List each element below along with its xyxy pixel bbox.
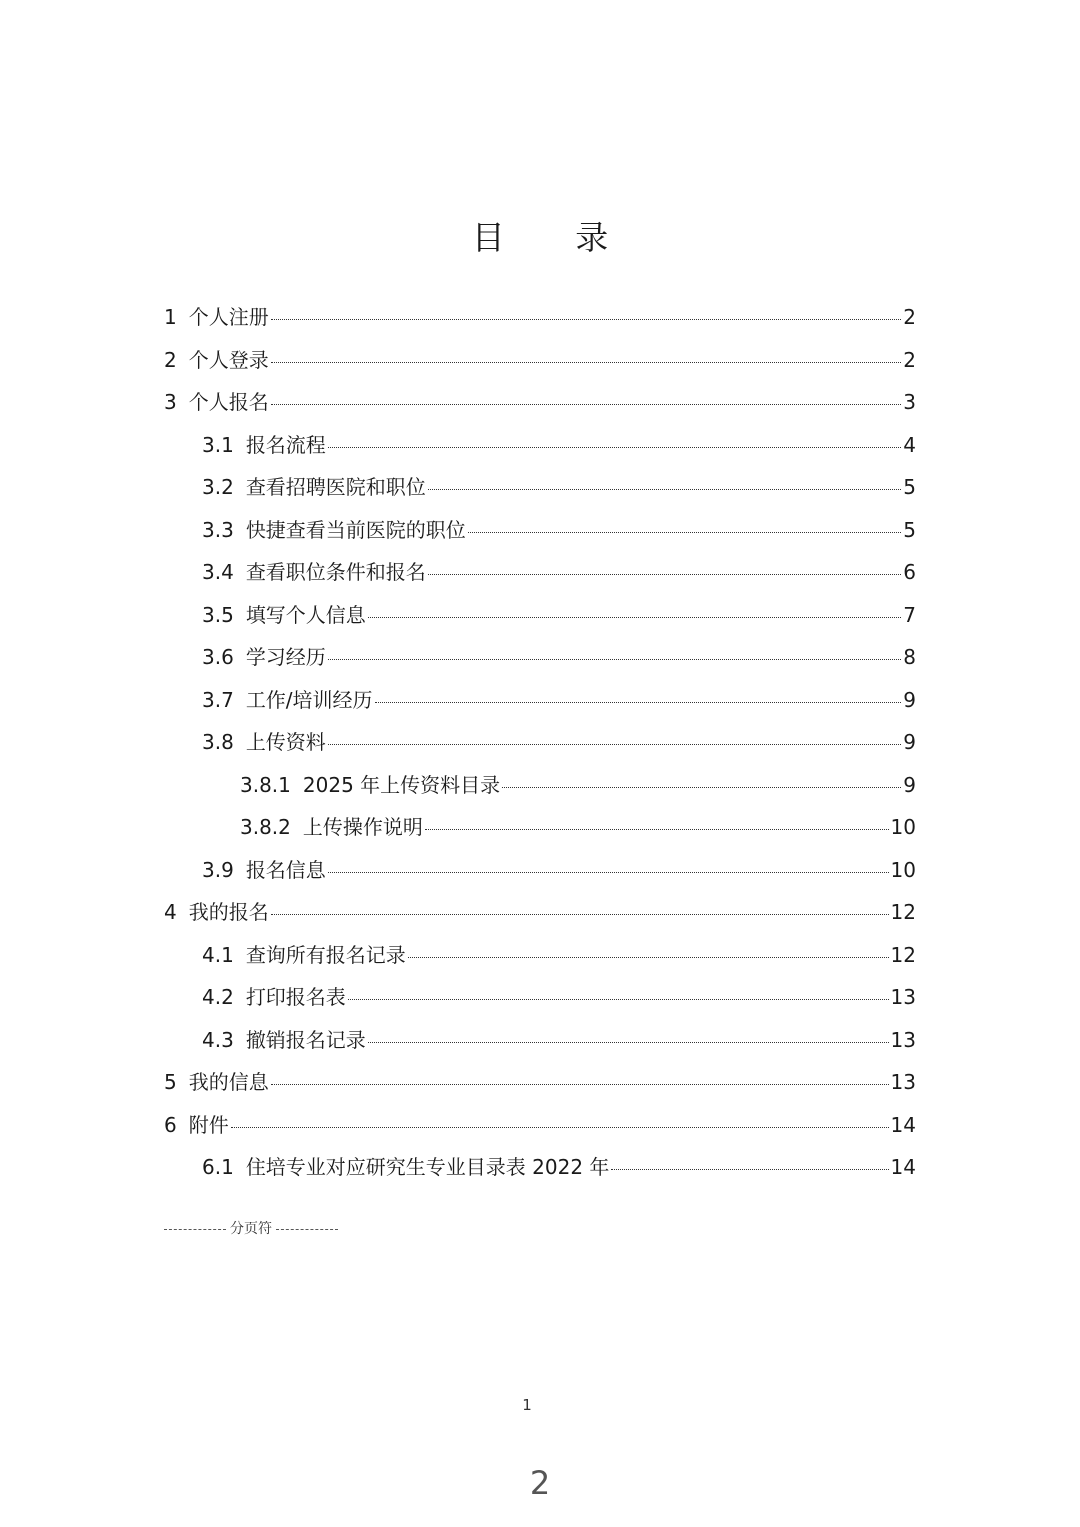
toc-entry-title: 个人注册: [188, 305, 269, 329]
toc-entry-number: 3.6: [202, 645, 234, 669]
toc-entry-title: 报名信息: [245, 857, 326, 882]
toc-entry-number: 3.7: [202, 687, 234, 712]
toc-entry[interactable]: [0, 806, 1080, 849]
viewer-page-indicator: 2: [529, 1464, 551, 1502]
page-break-marker: [164, 1218, 338, 1238]
toc-entry-page: 14: [890, 1112, 916, 1137]
toc-entry-number: 1: [164, 305, 177, 329]
toc-dot-leader: [328, 447, 901, 448]
toc-dot-leader: [408, 957, 889, 958]
toc-entry-title: 上传资料: [245, 730, 326, 754]
toc-entry-number: 4.3: [202, 1027, 234, 1052]
toc-entry-title: 填写个人信息: [245, 602, 366, 627]
toc-entry-page: 13: [890, 1070, 916, 1094]
toc-dot-leader: [348, 999, 889, 1000]
toc-entry-title: 学习经历: [245, 645, 326, 669]
toc-entry-page: 12: [890, 900, 916, 924]
toc-entry[interactable]: [0, 849, 1080, 892]
toc-entry-title: 住培专业对应研究生专业目录表 2022 年: [245, 1155, 610, 1179]
toc-entry[interactable]: [0, 1061, 1080, 1104]
toc-dot-leader: [328, 872, 889, 873]
toc-entry-number: 5: [164, 1070, 177, 1094]
toc-entry-page: 9: [903, 772, 916, 797]
toc-entry[interactable]: [0, 891, 1080, 934]
toc-entry-title: 上传操作说明: [302, 815, 423, 839]
toc-entry[interactable]: [0, 636, 1080, 679]
toc-entry-number: 3.8.1: [240, 772, 291, 797]
toc-entry-page: 5: [903, 475, 916, 499]
toc-entry-page: 9: [903, 687, 916, 712]
toc-title: 目 录: [471, 218, 639, 257]
toc-entry[interactable]: [0, 1104, 1080, 1147]
toc-dot-leader: [428, 574, 901, 575]
toc-entry-number: 3.1: [202, 432, 234, 457]
toc-entry-page: 4: [903, 432, 916, 457]
toc-entry-page: 9: [903, 730, 916, 754]
toc-entry-page: 10: [890, 815, 916, 839]
page-break-dash-left: [164, 1229, 226, 1230]
toc-entry-number: 4.2: [202, 985, 234, 1009]
toc-entry-number: 6: [164, 1112, 177, 1137]
toc-entry[interactable]: [0, 296, 1080, 339]
page-break-label: 分页符: [230, 1221, 272, 1237]
toc-entry-number: 6.1: [202, 1155, 234, 1179]
toc-entry[interactable]: [0, 764, 1080, 807]
toc-entry-title: 我的报名: [188, 900, 269, 924]
toc-entry-page: 14: [890, 1155, 916, 1179]
toc-dot-leader: [271, 914, 889, 915]
toc-entry-number: 3.8: [202, 730, 234, 754]
toc-entry[interactable]: [0, 424, 1080, 467]
toc-entry-page: 13: [890, 985, 916, 1009]
toc-entry-title: 查看职位条件和报名: [245, 560, 426, 584]
toc-dot-leader: [231, 1127, 889, 1128]
toc-entry[interactable]: [0, 1019, 1080, 1062]
toc-entry[interactable]: [0, 976, 1080, 1019]
toc-entry-number: 3.9: [202, 857, 234, 882]
toc-entry-title: 打印报名表: [245, 985, 346, 1009]
toc-entry-title: 2025 年上传资料目录: [302, 772, 501, 797]
toc-entry-page: 13: [890, 1027, 916, 1052]
toc-dot-leader: [611, 1169, 888, 1170]
toc-entry-title: 个人登录: [188, 347, 269, 372]
page-break-dash-right: [276, 1229, 338, 1230]
toc-dot-leader: [328, 659, 901, 660]
toc-dot-leader: [271, 319, 902, 320]
toc-entry-page: 10: [890, 857, 916, 882]
toc-entry-title: 撤销报名记录: [245, 1027, 366, 1052]
toc-entry-number: 3.5: [202, 602, 234, 627]
toc-entry-page: 12: [890, 942, 916, 967]
toc-entry[interactable]: [0, 551, 1080, 594]
toc-entry[interactable]: [0, 466, 1080, 509]
toc-entry-number: 3.4: [202, 560, 234, 584]
toc-entry-title: 附件: [188, 1112, 229, 1137]
toc-entry-title: 查询所有报名记录: [245, 942, 406, 967]
toc-entry-title: 工作/培训经历: [245, 687, 373, 712]
toc-entry[interactable]: [0, 339, 1080, 382]
toc-entry[interactable]: [0, 679, 1080, 722]
table-of-contents: [0, 296, 1080, 1189]
toc-dot-leader: [328, 744, 901, 745]
toc-entry-title: 查看招聘医院和职位: [245, 475, 426, 499]
toc-entry[interactable]: [0, 721, 1080, 764]
toc-dot-leader: [502, 787, 901, 788]
toc-dot-leader: [271, 1084, 889, 1085]
toc-dot-leader: [271, 362, 902, 363]
toc-entry-number: 3.3: [202, 517, 234, 542]
toc-dot-leader: [375, 702, 902, 703]
toc-entry[interactable]: [0, 381, 1080, 424]
toc-entry-number: 2: [164, 347, 177, 372]
toc-entry-number: 4: [164, 900, 177, 924]
toc-entry-title: 我的信息: [188, 1070, 269, 1094]
toc-entry[interactable]: [0, 509, 1080, 552]
toc-entry-number: 3.8.2: [240, 815, 291, 839]
toc-entry-title: 报名流程: [245, 432, 326, 457]
toc-entry-page: 7: [903, 602, 916, 627]
toc-entry-title: 快捷查看当前医院的职位: [245, 517, 466, 542]
toc-entry-number: 3: [164, 390, 177, 414]
toc-entry-number: 3.2: [202, 475, 234, 499]
toc-entry-title: 个人报名: [188, 390, 269, 414]
toc-dot-leader: [368, 1042, 889, 1043]
toc-entry[interactable]: [0, 934, 1080, 977]
toc-entry-page: 2: [903, 347, 916, 372]
toc-entry-page: 6: [903, 560, 916, 584]
toc-entry-page: 5: [903, 517, 916, 542]
toc-entry-page: 3: [903, 390, 916, 414]
toc-dot-leader: [271, 404, 902, 405]
toc-entry-number: 4.1: [202, 942, 234, 967]
toc-entry-page: 8: [903, 645, 916, 669]
toc-dot-leader: [425, 829, 889, 830]
toc-entry[interactable]: [0, 1146, 1080, 1189]
toc-dot-leader: [428, 489, 901, 490]
footer-page-number: 1: [522, 1396, 532, 1414]
toc-entry[interactable]: [0, 594, 1080, 637]
toc-dot-leader: [368, 617, 901, 618]
toc-dot-leader: [468, 532, 901, 533]
toc-entry-page: 2: [903, 305, 916, 329]
